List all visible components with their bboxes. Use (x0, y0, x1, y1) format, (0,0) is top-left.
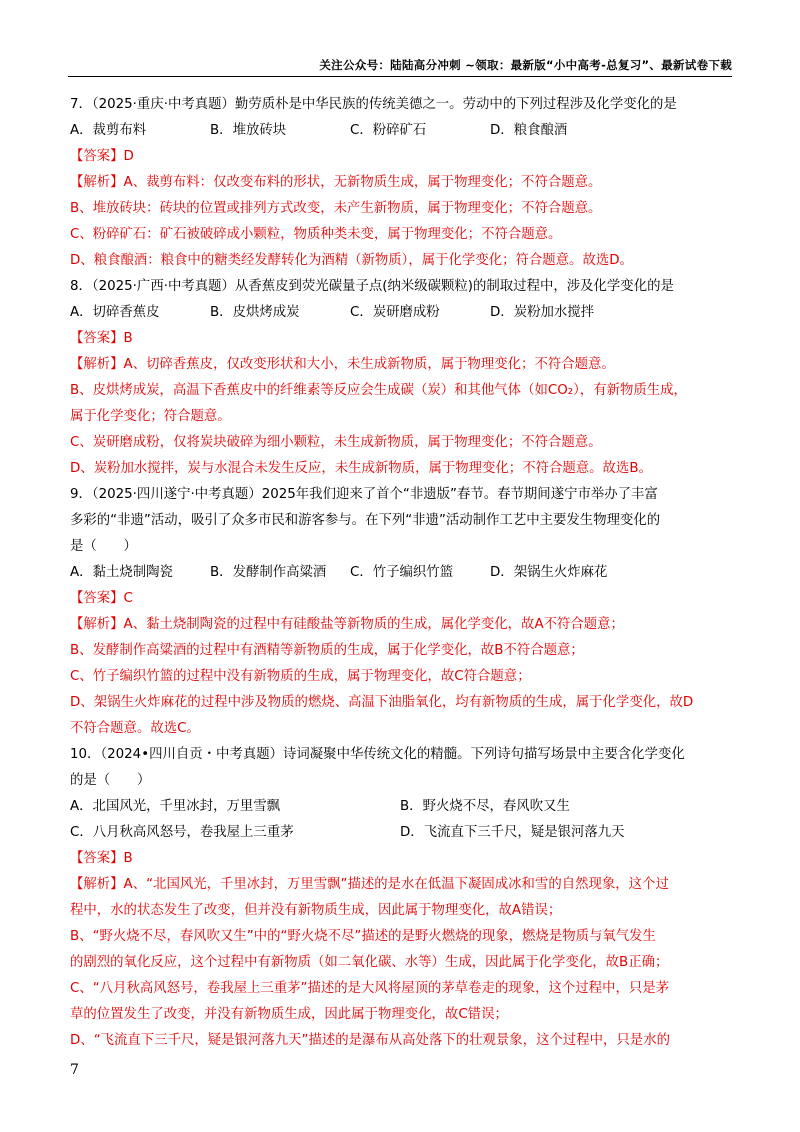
option-a: A．切碎香蕉皮 (70, 305, 160, 320)
analysis-line: D、粮食酿酒：粮食中的糖类经发酵转化为酒精（新物质），属于化学变化；符合题意。故选D。 (70, 253, 633, 268)
option-a: A．裁剪布料 (70, 123, 147, 138)
option-b: B．发酵制作高粱酒 (210, 565, 327, 580)
option-a: A．北国风光，千里冰封，万里雪飘 (70, 799, 281, 814)
analysis-line: D、炭粉加水搅拌，炭与水混合未发生反应，未生成新物质，属于物理变化；不符合题意。故选B。 (70, 461, 652, 476)
analysis-line: B、皮烘烤成炭，高温下香蕉皮中的纤维素等反应会生成碳（炭）和其他气体（如CO₂），有新物质生成， (70, 383, 687, 398)
analysis-line: D、“飞流直下三千尺，疑是银河落九天”描述的是瀑布从高处落下的壮观景象，这个过程中，只是水的 (70, 1033, 670, 1048)
analysis-line: B、堆放砖块：砖块的位置或排列方式改变，未产生新物质，属于物理变化；不符合题意。 (70, 201, 602, 216)
document-body (70, 92, 730, 1054)
question-7 (70, 92, 730, 274)
option-d: D．粮食酿酒 (490, 123, 568, 138)
page-number: 7 (70, 1062, 79, 1078)
analysis-line: 属于化学变化；符合题意。 (70, 409, 231, 424)
analysis-line: 【解析】A、“北国风光，千里冰封，万里雪飘”描述的是水在低温下凝固成冰和雪的自然现象，这个过 (70, 877, 669, 892)
analysis-line: C、竹子编织竹篮的过程中没有新物质的生成，属于物理变化，故C符合题意； (70, 669, 531, 684)
options-row (70, 794, 730, 820)
question-stem: 7．（2025·重庆·中考真题）勤劳质朴是中华民族的传统美德之一。劳动中的下列过程涉及化学变化的是 (70, 97, 677, 112)
question-stem: 9．（2025·四川遂宁·中考真题）2025年我们迎来了首个“非遗版”春节。春节期间遂宁市举办了丰富 (70, 487, 658, 502)
analysis-line: 【解析】A、裁剪布料：仅改变布料的形状，无新物质生成，属于物理变化；不符合题意。 (70, 175, 602, 190)
question-stem: 8．（2025·广西·中考真题）从香蕉皮到荧光碳量子点(纳米级碳颗粒)的制取过程中，涉及化学变化的是 (70, 279, 674, 294)
analysis-line: B、“野火烧不尽，春风吹又生”中的“野火烧不尽”描述的是野火燃烧的现象，燃烧是物质与氧气发生 (70, 929, 656, 944)
options-row (70, 300, 730, 326)
analysis-line: C、“八月秋高风怒号，卷我屋上三重茅”描述的是大风将屋顶的茅草卷走的现象，这个过程中，只是茅 (70, 981, 670, 996)
option-c: C．粉碎矿石 (350, 123, 427, 138)
analysis-line: 【解析】A、黏土烧制陶瓷的过程中有硅酸盐等新物质的生成，属化学变化，故A不符合题意； (70, 617, 624, 632)
option-d: D．飞流直下三千尺，疑是银河落九天 (400, 825, 625, 840)
options-row (70, 560, 730, 586)
question-stem: 是（ ） (70, 539, 137, 554)
question-8 (70, 274, 730, 482)
page-header: 关注公众号：陆陆高分冲刺 ~领取：最新版“小中高考-总复习”、最新试卷下载 (319, 58, 732, 72)
option-b: B．野火烧不尽，春风吹又生 (400, 799, 570, 814)
options-row (70, 820, 730, 846)
answer-line: 【答案】D (70, 149, 134, 164)
question-stem: 的是（ ） (70, 773, 151, 788)
option-c: C．炭研磨成粉 (350, 305, 440, 320)
answer-line: 【答案】B (70, 331, 133, 346)
analysis-line: 草的位置发生了改变，并没有新物质生成，因此属于物理变化，故C错误； (70, 1007, 508, 1022)
analysis-line: 程中，水的状态发生了改变，但并没有新物质生成，因此属于物理变化，故A错误； (70, 903, 562, 918)
option-b: B．堆放砖块 (210, 123, 287, 138)
analysis-line: C、炭研磨成粉，仅将炭块破碎为细小颗粒，未生成新物质，属于物理变化；不符合题意。 (70, 435, 602, 450)
option-d: D．架锅生火炸麻花 (490, 565, 608, 580)
analysis-line: C、粉碎矿石：矿石被破碎成小颗粒，物质种类未变，属于物理变化；不符合题意。 (70, 227, 562, 242)
analysis-line: 不符合题意。故选C。 (70, 721, 200, 736)
question-9 (70, 482, 730, 742)
question-stem: 10．（2024•四川自贡・中考真题）诗词凝聚中华传统文化的精髓。下列诗句描写场景中主要含化学变化 (70, 747, 685, 762)
options-row (70, 118, 730, 144)
option-d: D．炭粉加水搅拌 (490, 305, 595, 320)
option-b: B．皮烘烤成炭 (210, 305, 300, 320)
option-c: C．八月秋高风怒号，卷我屋上三重茅 (70, 825, 294, 840)
analysis-line: D、架锅生火炸麻花的过程中涉及物质的燃烧、高温下油脂氧化，均有新物质的生成，属于化学变化，故D (70, 695, 694, 710)
answer-line: 【答案】C (70, 591, 133, 606)
option-a: A．黏土烧制陶瓷 (70, 565, 173, 580)
analysis-line: 【解析】A、切碎香蕉皮，仅改变形状和大小，未生成新物质，属于物理变化；不符合题意。 (70, 357, 615, 372)
header-rule (68, 76, 732, 77)
question-10 (70, 742, 730, 1054)
question-stem: 多彩的“非遗”活动，吸引了众多市民和游客参与。在下列“非遗”活动制作工艺中主要发生物理变化的 (70, 513, 661, 528)
option-c: C．竹子编织竹篮 (350, 565, 454, 580)
answer-line: 【答案】B (70, 851, 133, 866)
analysis-line: B、发酵制作高粱酒的过程中有酒精等新物质的生成，属于化学变化，故B不符合题意； (70, 643, 584, 658)
analysis-line: 的剧烈的氧化反应，这个过程中有新物质（如二氧化碳、水等）生成，因此属于化学变化，故B正确； (70, 955, 669, 970)
